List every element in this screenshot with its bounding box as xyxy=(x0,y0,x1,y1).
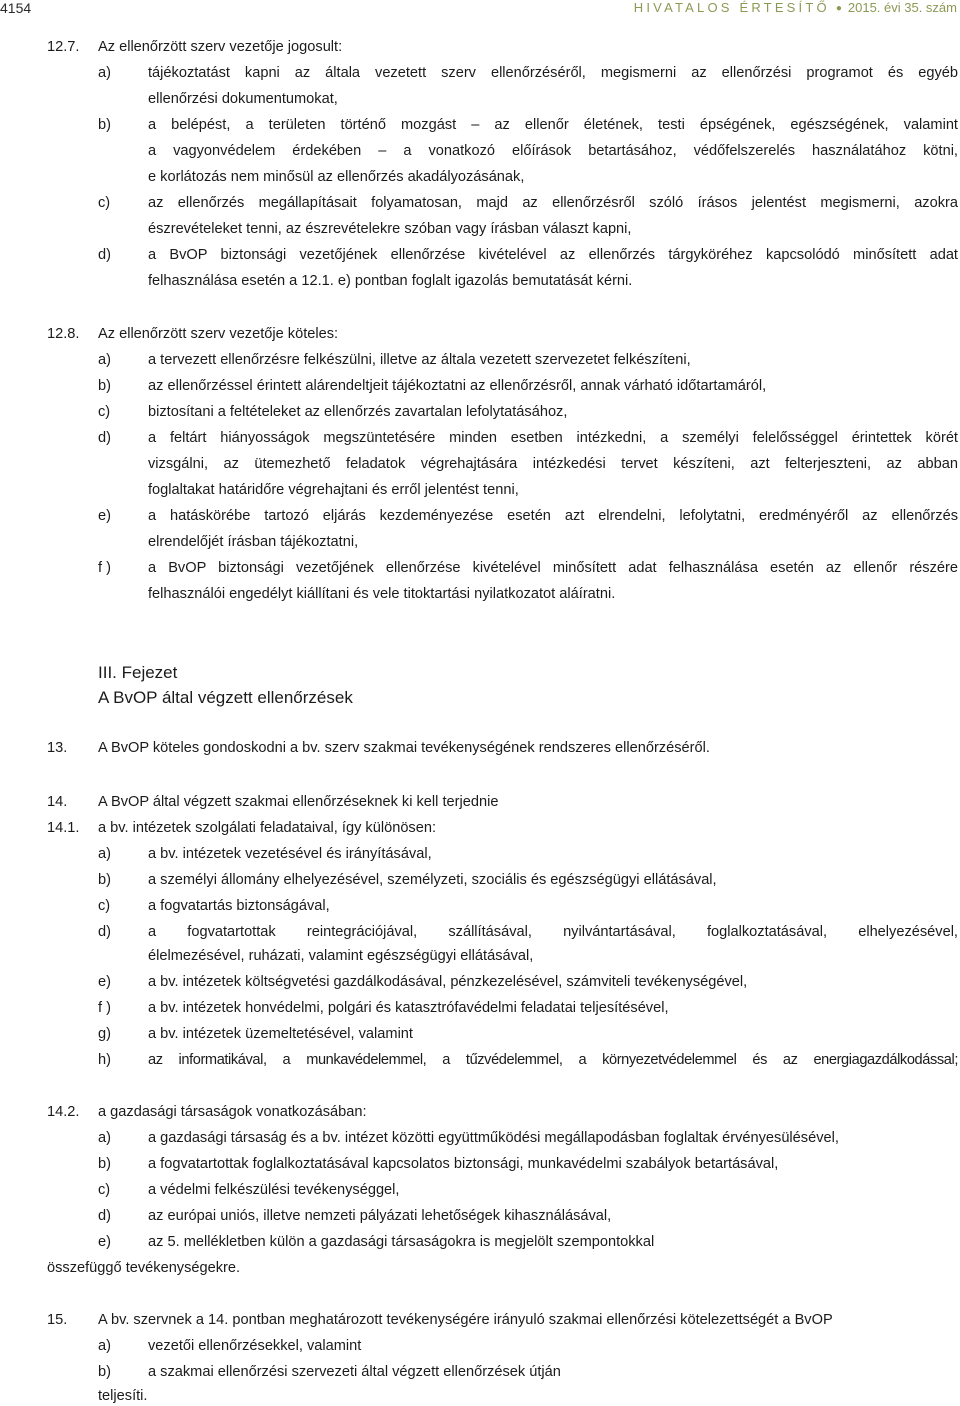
section-intro: A bv. szervnek a 14. pontban meghatározott tevékenységére irányuló szakmai ellenőrzési kötelezettségét a BvOP xyxy=(98,1312,833,1328)
section-closing: összefüggő tevékenységekre. xyxy=(47,1260,241,1276)
item-label: b) xyxy=(98,1364,111,1380)
item-line: a személyi állomány elhelyezésével, személyzeti, szociális és egészségügyi ellátásával, xyxy=(148,872,717,888)
item-line: a fogvatartottak foglalkoztatásával kapcsolatos biztonsági, munkavédelmi szabályok betartásával, xyxy=(148,1156,779,1172)
item-line: ellenőrzési dokumentumokat, xyxy=(148,91,338,107)
page-number: 4154 xyxy=(0,0,32,16)
item-label: h) xyxy=(98,1052,111,1068)
item-line: a belépést, a területen történő mozgást – az ellenőr életének, testi épségének, egészségének, valamint xyxy=(148,117,958,133)
item-line: elrendelőjét írásban tájékoztatni, xyxy=(148,534,359,550)
section-number: 12.8. xyxy=(47,326,80,342)
section-closing: teljesíti. xyxy=(98,1388,148,1404)
section-number: 14.1. xyxy=(47,820,80,836)
item-line: a bv. intézetek költségvetési gazdálkodásával, pénzkezelésével, számviteli tevékenységével, xyxy=(148,974,748,990)
section-intro: Az ellenőrzött szerv vezetője jogosult: xyxy=(98,39,343,55)
item-line: a bv. intézetek üzemeltetésével, valamint xyxy=(148,1026,413,1042)
item-label: d) xyxy=(98,924,111,940)
section-text: A BvOP által végzett szakmai ellenőrzéseknek ki kell terjednie xyxy=(98,794,499,810)
item-label: a) xyxy=(98,846,111,862)
item-label: g) xyxy=(98,1026,111,1042)
running-head xyxy=(634,0,957,15)
item-line: a védelmi felkészülési tevékenységgel, xyxy=(148,1182,400,1198)
item-label: b) xyxy=(98,117,111,133)
page-header xyxy=(0,0,960,18)
item-label: a) xyxy=(98,1130,111,1146)
item-line: felhasználói engedélyt kiállítani és vele titoktartási nyilatkozatot aláíratni. xyxy=(148,586,616,602)
item-label: b) xyxy=(98,872,111,888)
item-label: f ) xyxy=(98,560,111,576)
item-label: d) xyxy=(98,430,111,446)
item-line: a gazdasági társaság és a bv. intézet közötti együttműködési megállapodásban foglaltak érvényesülésével, xyxy=(148,1130,839,1146)
section-intro: a bv. intézetek szolgálati feladataival, így különösen: xyxy=(98,820,437,836)
item-label: e) xyxy=(98,1234,111,1250)
item-line: az informatikával, a munkavédelemmel, a tűzvédelemmel, a környezetvédelemmel és az energiagazdálkodással; xyxy=(148,1052,958,1068)
item-label: a) xyxy=(98,65,111,81)
item-label: b) xyxy=(98,1156,111,1172)
section-number: 13. xyxy=(47,740,68,756)
item-line: vizsgálni, az ütemezhető feladatok végrehajtására intézkedési tervet készíteni, azt felterjeszteni, az abban xyxy=(148,456,958,472)
item-line: e korlátozás nem minősül az ellenőrzés akadályozásának, xyxy=(148,169,525,185)
item-label: b) xyxy=(98,378,111,394)
section-number: 15. xyxy=(47,1312,68,1328)
item-label: e) xyxy=(98,508,111,524)
item-line: vezetői ellenőrzésekkel, valamint xyxy=(148,1338,362,1354)
item-line: a fogvatartottak reintegrációjával, szállításával, nyilvántartásával, foglalkoztatásával, elhelyezésével, xyxy=(148,924,958,940)
item-label: a) xyxy=(98,1338,111,1354)
section-number: 14.2. xyxy=(47,1104,80,1120)
section-number: 14. xyxy=(47,794,68,810)
item-line: az ellenőrzés megállapításait folyamatosan, majd az ellenőrzésről szóló írásos jelentést megismerni, azokra xyxy=(148,195,958,211)
item-line: foglaltakat határidőre végrehajtani és erről jelentést tenni, xyxy=(148,482,519,498)
section-text: A BvOP köteles gondoskodni a bv. szerv szakmai tevékenységének rendszeres ellenőrzéséről. xyxy=(98,740,710,756)
item-line: tájékoztatást kapni az általa vezetett szerv ellenőrzéséről, megismerni az ellenőrzési programot és egyéb xyxy=(148,65,958,81)
item-label: e) xyxy=(98,974,111,990)
item-line: biztosítani a feltételeket az ellenőrzés zavartalan lefolytatásához, xyxy=(148,404,568,420)
item-line: a fogvatartás biztonságával, xyxy=(148,898,330,914)
item-line: a vagyonvédelem érdekében – a vonatkozó előírások betartásához, védőfelszerelés használatához kötni, xyxy=(148,143,958,159)
item-label: c) xyxy=(98,1182,111,1198)
separator-dot: ● xyxy=(835,3,842,14)
item-label: f ) xyxy=(98,1000,111,1016)
section-number: 12.7. xyxy=(47,39,80,55)
item-line: a BvOP biztonsági vezetőjének ellenőrzése kivételével minősített adat felhasználása esetén az ellenőr részére xyxy=(148,560,958,576)
item-line: élelmezésével, ruházati, valamint egészségügyi ellátásával, xyxy=(148,948,534,964)
item-label: d) xyxy=(98,1208,111,1224)
item-line: a tervezett ellenőrzésre felkészülni, illetve az általa vezetett szervezetet felkészíteni, xyxy=(148,352,691,368)
item-label: d) xyxy=(98,247,111,263)
chapter-title: A BvOP által végzett ellenőrzések xyxy=(98,688,353,707)
item-line: a BvOP biztonsági vezetőjének ellenőrzése kivételével az ellenőrzés tárgyköréhez kapcsolódó minősített adat xyxy=(148,247,958,263)
item-line: felhasználása esetén a 12.1. e) pontban foglalt igazolás bemutatását kérni. xyxy=(148,273,633,289)
section-intro: a gazdasági társaságok vonatkozásában: xyxy=(98,1104,367,1120)
item-line: az európai uniós, illetve nemzeti pályázati lehetőségek kihasználásával, xyxy=(148,1208,612,1224)
item-label: c) xyxy=(98,898,111,914)
item-label: c) xyxy=(98,195,111,211)
issue-label: 2015. évi 35. szám xyxy=(847,0,957,15)
journal-title: HIVATALOS ÉRTESÍTŐ xyxy=(633,0,830,15)
item-line: a bv. intézetek vezetésével és irányításával, xyxy=(148,846,432,862)
section-intro: Az ellenőrzött szerv vezetője köteles: xyxy=(98,326,339,342)
item-line: a feltárt hiányosságok megszüntetésére minden esetben intézkedni, a személyi felelősséggel érintettek körét xyxy=(148,430,958,446)
item-line: az ellenőrzéssel érintett alárendeltjeit tájékoztatni az ellenőrzésről, annak várható időtartamáról, xyxy=(148,378,767,394)
item-line: a bv. intézetek honvédelmi, polgári és katasztrófavédelmi feladatai teljesítésével, xyxy=(148,1000,669,1016)
chapter-number: III. Fejezet xyxy=(98,663,178,682)
item-line: az 5. mellékletben külön a gazdasági társaságokra is megjelölt szempontokkal xyxy=(148,1234,655,1250)
item-line: a hatáskörébe tartozó eljárás kezdeményezése esetén azt elrendelni, lefolytatni, eredményéről az ellenőrzés xyxy=(148,508,958,524)
item-line: észrevételeket tenni, az észrevételekre szóban vagy írásban választ kapni, xyxy=(148,221,632,237)
item-label: c) xyxy=(98,404,111,420)
item-line: a szakmai ellenőrzési szervezeti által végzett ellenőrzések útján xyxy=(148,1364,561,1380)
item-label: a) xyxy=(98,352,111,368)
